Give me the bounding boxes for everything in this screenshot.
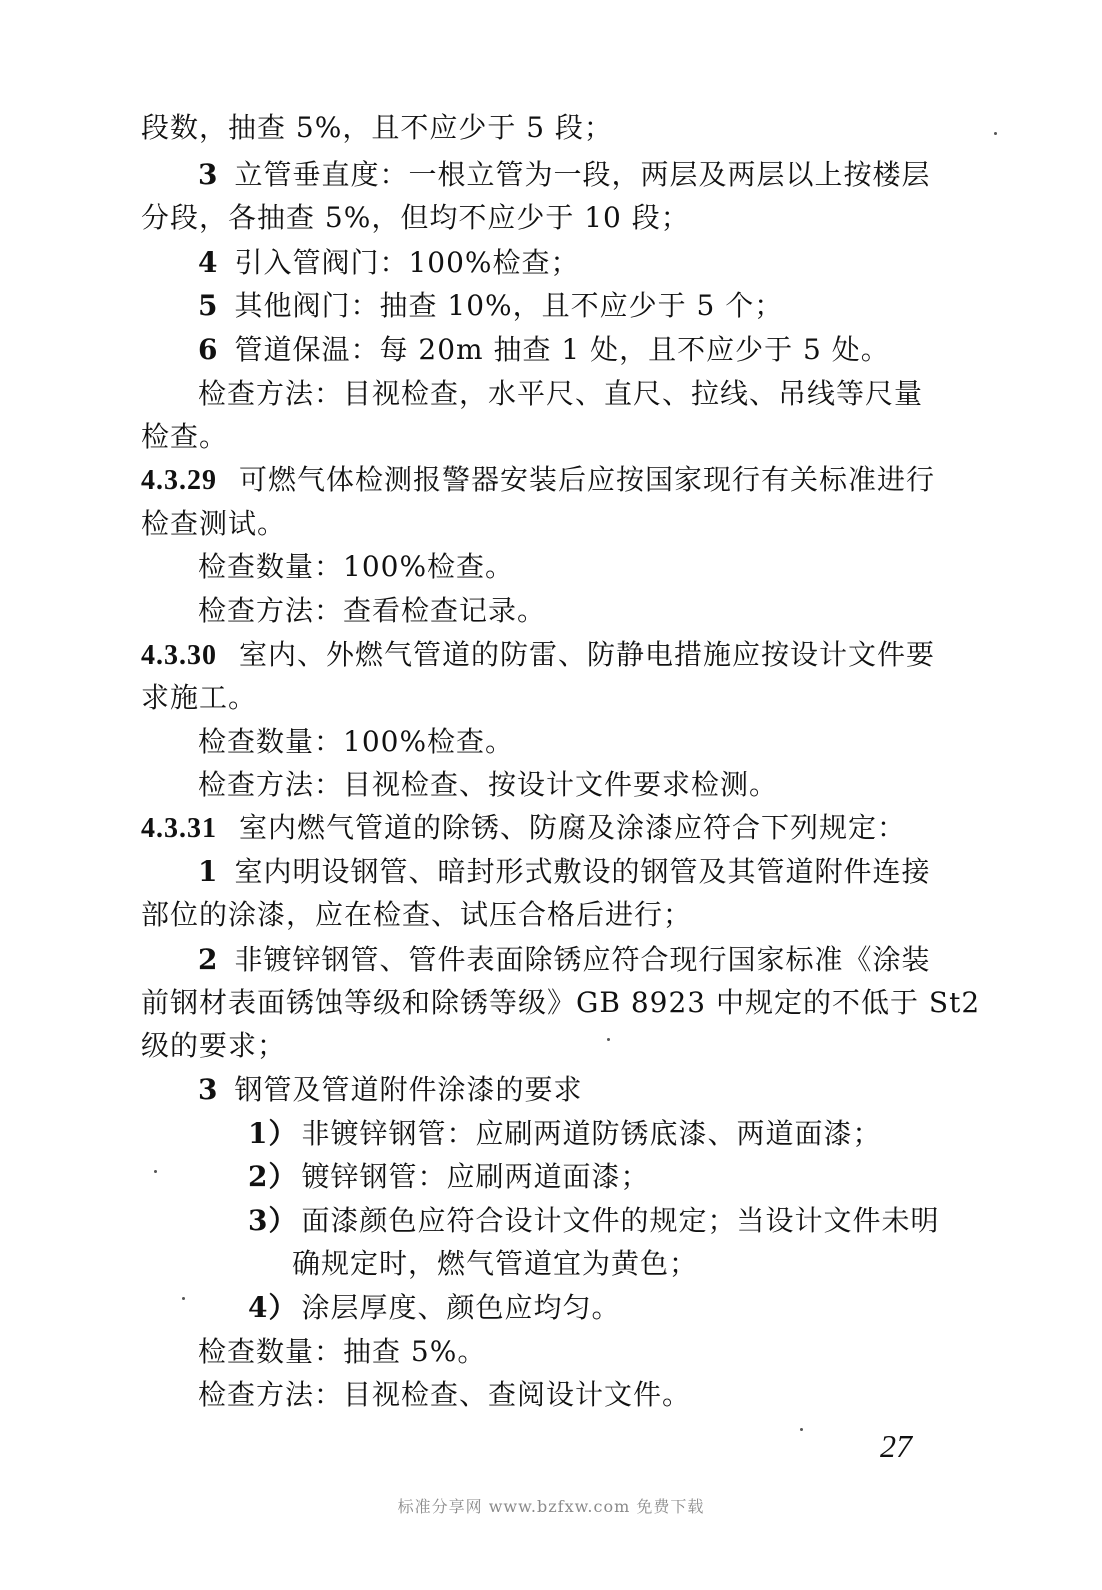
text-line: 级的要求； xyxy=(141,1029,287,1062)
sub-list-item: 1） 非镀锌钢管：应刷两道防锈底漆、两道面漆； xyxy=(248,1117,882,1150)
watermark-footer: 标准分享网 www.bzfxw.com 免费下载 xyxy=(397,1497,705,1516)
text-line: 检查。 xyxy=(141,420,229,453)
text-line: 段数，抽查 5%，且不应少于 5 段； xyxy=(141,111,613,144)
text-line: 确规定时，燃气管道宜为黄色； xyxy=(292,1247,699,1280)
text-line: 检查方法：目视检查，水平尺、直尺、拉线、吊线等尺量 xyxy=(198,377,924,410)
clause-heading: 4.3.30 室内、外燃气管道的防雷、防静电措施应按设计文件要 xyxy=(141,638,936,671)
text-line: 检查方法：目视检查、按设计文件要求检测。 xyxy=(198,768,779,801)
list-item: 1 室内明设钢管、暗封形式敷设的钢管及其管道附件连接 xyxy=(198,855,931,888)
text-line: 部位的涂漆，应在检查、试压合格后进行； xyxy=(141,898,693,931)
text-line: 检查方法：查看检查记录。 xyxy=(198,594,547,627)
sub-list-item: 2） 镀锌钢管：应刷两道面漆； xyxy=(248,1160,650,1193)
list-item: 5 其他阀门：抽查 10%，且不应少于 5 个； xyxy=(198,289,784,322)
clause-heading: 4.3.29 可燃气体检测报警器安装后应按国家现行有关标准进行 xyxy=(141,463,936,496)
text-line: 检查数量：抽查 5%。 xyxy=(198,1335,487,1368)
list-item: 2 非镀锌钢管、管件表面除锈应符合现行国家标准《涂装 xyxy=(198,943,931,976)
text-line: 检查测试。 xyxy=(141,507,287,540)
list-item: 4 引入管阀门：100%检查； xyxy=(198,246,580,279)
sub-list-item: 4） 涂层厚度、颜色应均匀。 xyxy=(248,1291,621,1324)
list-item: 6 管道保温：每 20m 抽查 1 处，且不应少于 5 处。 xyxy=(198,333,890,366)
text-line: 检查数量：100%检查。 xyxy=(198,550,515,583)
text-line: 检查数量：100%检查。 xyxy=(198,725,515,758)
text-line: 求施工。 xyxy=(141,681,258,714)
text-line: 检查方法：目视检查、查阅设计文件。 xyxy=(198,1378,692,1411)
clause-heading: 4.3.31 室内燃气管道的除锈、防腐及涂漆应符合下列规定： xyxy=(141,811,907,844)
page-number: 27 xyxy=(880,1428,912,1464)
scan-speck xyxy=(154,1170,157,1173)
list-item: 3 立管垂直度：一根立管为一段，两层及两层以上按楼层 xyxy=(198,158,931,191)
scan-speck xyxy=(607,1038,610,1041)
sub-list-item: 3） 面漆颜色应符合设计文件的规定；当设计文件未明 xyxy=(248,1204,940,1237)
scan-speck xyxy=(800,1428,803,1431)
list-item: 3 钢管及管道附件涂漆的要求 xyxy=(198,1073,583,1106)
scan-speck xyxy=(994,132,997,135)
text-line: 分段，各抽查 5%，但均不应少于 10 段； xyxy=(141,201,690,234)
scan-speck xyxy=(182,1297,185,1300)
text-line: 前钢材表面锈蚀等级和除锈等级》GB 8923 中规定的不低于 St2 xyxy=(141,986,981,1019)
